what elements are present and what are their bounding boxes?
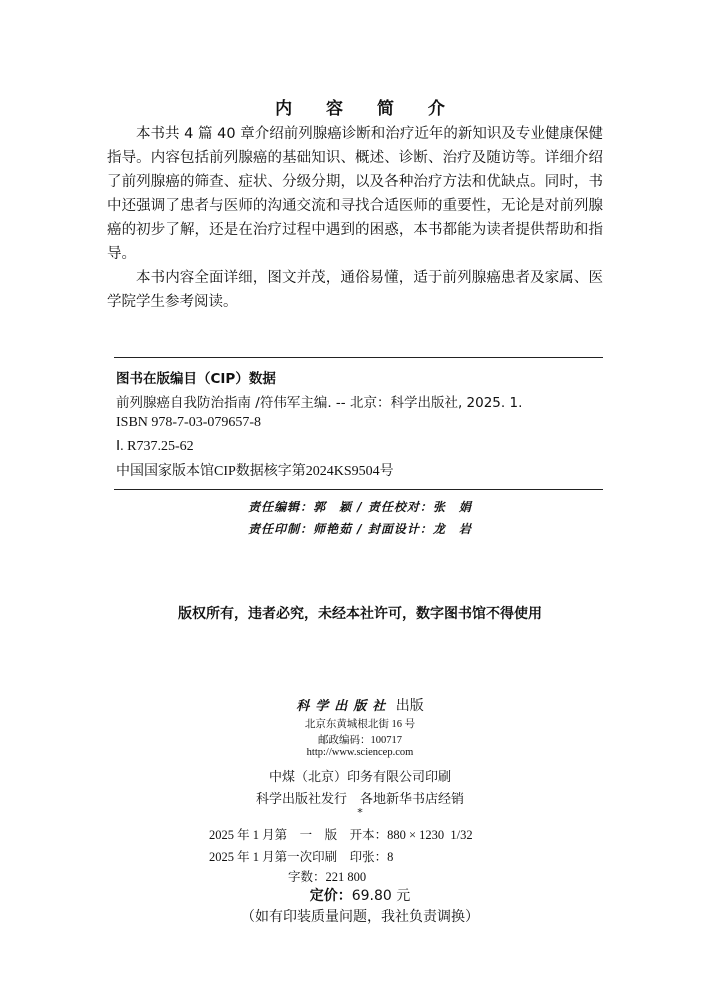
staff-editors: 责任编辑：郭 颖 / 责任校对：张 娟 bbox=[248, 500, 472, 514]
publisher-name bbox=[0, 695, 720, 715]
publisher-suffix: 出版 bbox=[395, 699, 424, 714]
distribution-info: 科学出版社发行 各地新华书店经销 bbox=[255, 792, 464, 807]
cip-title-line: 前列腺癌自我防治指南 /符伟军主编. -- 北京：科学出版社, 2025. 1. bbox=[116, 395, 523, 411]
cip-classification: Ⅰ. R737.25-62 bbox=[116, 439, 194, 454]
word-count: 字数：221 800 bbox=[288, 870, 367, 884]
cip-top-divider bbox=[114, 357, 603, 358]
price-value: 69.80 元 bbox=[351, 888, 411, 904]
publisher-address: 北京东黄城根北街 16 号 bbox=[304, 719, 416, 730]
cip-bottom-divider bbox=[114, 489, 603, 490]
quality-notice: （如有印装质量问题，我社负责调换） bbox=[241, 909, 479, 925]
printing-line: 2025 年 1 月第一次印刷 印张：8 bbox=[209, 850, 394, 864]
staff-production: 责任印制：师艳茹 / 封面设计：龙 岩 bbox=[248, 522, 472, 536]
cip-heading: 图书在版编目（CIP）数据 bbox=[116, 371, 276, 387]
intro-paragraph-1: 本书共 4 篇 40 章介绍前列腺癌诊断和治疗近年的新知识及专业健康保健指导。内容包括前列腺癌的基础知识、概述、诊断、治疗及随访等。详细介绍了前列腺癌的筛查、症状、分级分期，以及各种治疗方法和优缺点。同时，书中还强调了患者与医师的沟通交流和寻找合适医师的重要性，无论是对前列腺癌的初步了解，还是在治疗过程中遇到的困惑，本书都能为读者提供帮助和指导。 bbox=[107, 126, 603, 262]
cip-record-number: 中国国家版本馆CIP数据核字第2024KS9504号 bbox=[116, 464, 394, 479]
price bbox=[0, 885, 720, 905]
intro-paragraph-2: 本书内容全面详细，图文并茂，通俗易懂，适于前列腺癌患者及家属、医学院学生参考阅读。 bbox=[107, 270, 603, 310]
edition-line: 2025 年 1 月第 一 版 开本：880 × 1230 1/32 bbox=[209, 828, 473, 842]
separator-star: * bbox=[357, 806, 363, 819]
publisher-website: http://www.sciencep.com bbox=[306, 747, 414, 758]
publisher-postcode: 邮政编码：100717 bbox=[318, 735, 402, 746]
page-title: 内 容 简 介 bbox=[275, 99, 459, 119]
copyright-notice: 版权所有，违者必究，未经本社许可，数字图书馆不得使用 bbox=[178, 606, 542, 622]
printer-info: 中煤（北京）印务有限公司印刷 bbox=[268, 770, 451, 785]
cip-isbn: ISBN 978-7-03-079657-8 bbox=[116, 415, 262, 430]
price-label: 定价： bbox=[309, 888, 352, 904]
publisher-logo-text: 科学出版社 bbox=[296, 698, 392, 713]
